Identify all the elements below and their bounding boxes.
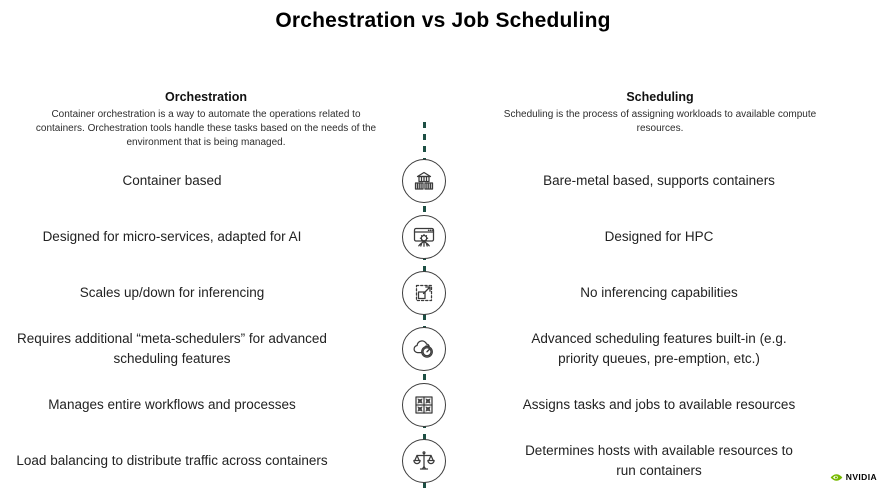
orchestration-column-header <box>30 90 382 151</box>
scheduling-description: Scheduling is the process of assigning workloads to available compute resources. <box>503 109 817 135</box>
comparison-row <box>0 153 886 209</box>
scheduling-point: Assigns tasks and jobs to available resources <box>522 397 796 413</box>
comparison-row <box>0 433 886 489</box>
balance-scale-icon <box>402 439 446 483</box>
scheduling-point: Determines hosts with available resources to run containers <box>525 443 793 478</box>
orchestration-description: Container orchestration is a way to automate the operations related to containers. Orchestration tools handle these tasks based on the needs of the environment that is being managed. <box>35 109 377 149</box>
scheduling-point: No inferencing capabilities <box>580 285 738 301</box>
orchestration-point: Container based <box>122 173 222 189</box>
orchestration-heading: Orchestration <box>165 90 247 104</box>
orchestration-point: Manages entire workflows and processes <box>48 397 296 413</box>
nvidia-logo <box>830 472 877 482</box>
orchestration-point: Scales up/down for inferencing <box>79 285 265 301</box>
nvidia-logo-text: NVIDIA <box>845 472 877 482</box>
scale-out-icon <box>402 271 446 315</box>
comparison-rows <box>0 153 886 489</box>
scheduling-point: Advanced scheduling features built-in (e.g. priority queues, pre-emption, etc.) <box>531 331 787 366</box>
comparison-row <box>0 321 886 377</box>
nvidia-eye-icon <box>830 473 843 482</box>
comparison-row <box>0 209 886 265</box>
orchestration-point: Designed for micro-services, adapted for AI <box>42 229 302 245</box>
orchestration-point: Requires additional “meta-schedulers” for advanced scheduling features <box>17 331 327 366</box>
scheduling-point: Designed for HPC <box>604 229 714 245</box>
orchestration-point: Load balancing to distribute traffic across containers <box>16 453 328 469</box>
comparison-row <box>0 265 886 321</box>
microservices-window-icon <box>402 215 446 259</box>
cloud-gauge-icon <box>402 327 446 371</box>
page-title: Orchestration vs Job Scheduling <box>275 9 611 32</box>
scheduling-column-header <box>484 90 836 136</box>
scheduling-heading: Scheduling <box>626 90 694 104</box>
comparison-row <box>0 377 886 433</box>
workflow-grid-icon <box>402 383 446 427</box>
containers-building-icon <box>402 159 446 203</box>
scheduling-point: Bare-metal based, supports containers <box>543 173 775 189</box>
